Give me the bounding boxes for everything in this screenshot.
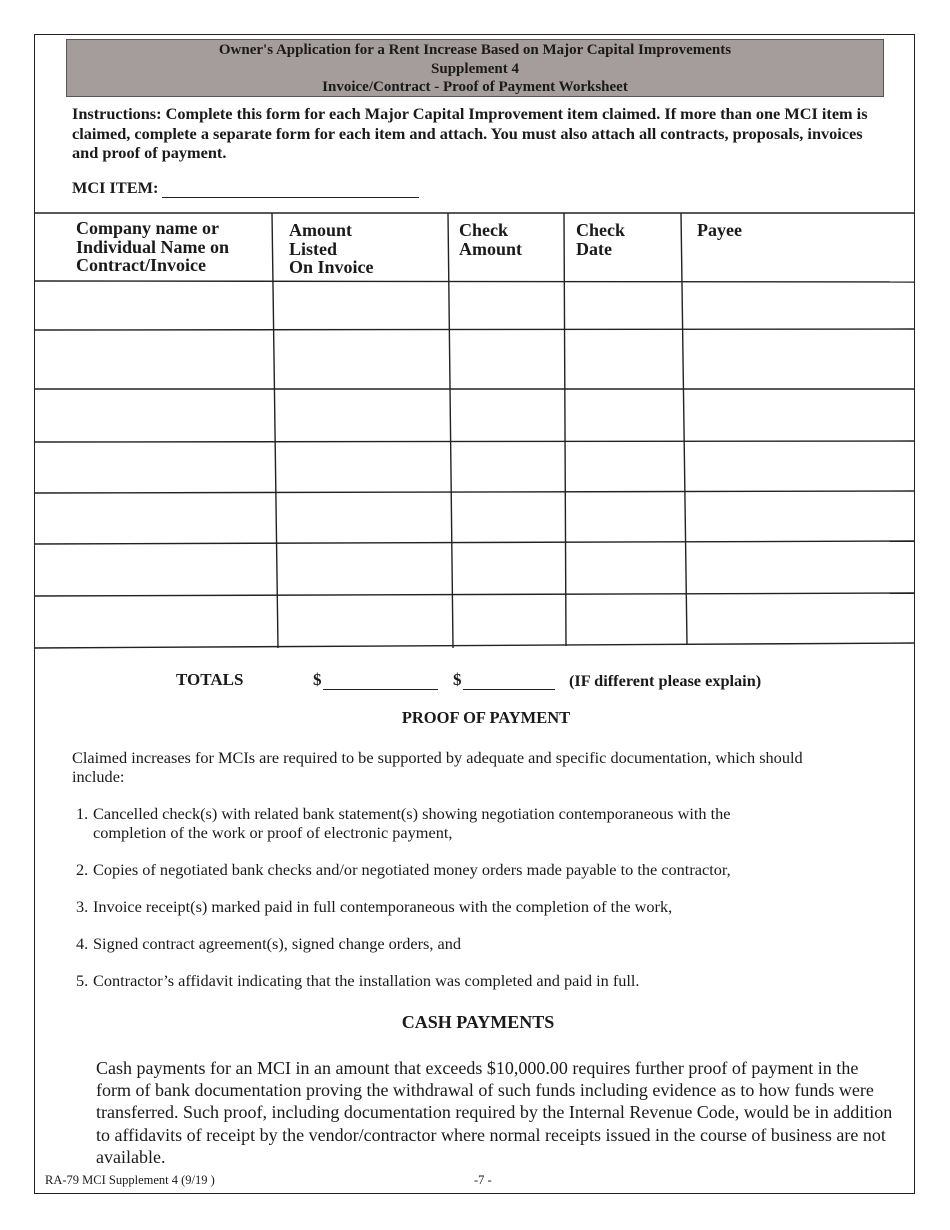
cell-amount-listed-row-2[interactable] — [277, 331, 449, 388]
proof-list-item: 3. Invoice receipt(s) marked paid in full contemporaneous with the completion of the work, — [76, 897, 673, 916]
col-header-company: Company name or Individual Name on Contract/Invoice — [76, 218, 230, 275]
cell-check-date-row-1[interactable] — [566, 283, 681, 329]
cell-amount-listed-row-7[interactable] — [279, 597, 452, 646]
totals-invoice-field — [313, 670, 438, 690]
cell-amount-listed-row-5[interactable] — [278, 494, 451, 542]
instructions-text: Instructions: Complete this form for each Major Capital Improvement item claimed. If more than one MCI item is claimed, complete a separate form for each item and attach. You must also attach all contracts, proposals, invoices and proof of payment. — [72, 104, 868, 162]
cell-amount-listed-row-4[interactable] — [277, 443, 450, 491]
cell-payee-row-6[interactable] — [687, 545, 914, 594]
currency-symbol: $ — [453, 670, 462, 689]
cell-check-amount-row-5[interactable] — [452, 494, 565, 542]
totals-note: (IF different please explain) — [569, 671, 762, 690]
cell-check-date-row-5[interactable] — [566, 494, 684, 542]
cell-company-row-3[interactable] — [36, 391, 274, 441]
totals-invoice-input[interactable] — [323, 673, 438, 690]
form-header — [66, 39, 884, 97]
cash-payments-text: Cash payments for an MCI in an amount that exceeds $10,000.00 requires further proof of payment in the form of bank documentation proving the withdrawal of such funds including evidence as to how funds were transferred. Such proof, including documentation required by the Internal Revenue Code, would be in addition to affidavits of receipt by the vendor/contractor where normal receipts issued in the course of business are not available. — [96, 1058, 893, 1167]
mci-item-label: MCI ITEM: — [72, 178, 159, 197]
proof-list-item: 1. Cancelled check(s) with related bank statement(s) showing negotiation contemporaneous with the completion of the work or proof of electronic payment, — [76, 804, 731, 842]
cell-payee-row-7[interactable] — [688, 597, 914, 646]
mci-item-input[interactable] — [162, 181, 419, 198]
cell-amount-listed-row-3[interactable] — [277, 391, 450, 441]
col-header-check-amount: Check Amount — [459, 220, 523, 259]
col-header-check-date: Check Date — [576, 220, 625, 259]
cell-amount-listed-row-6[interactable] — [278, 545, 451, 594]
totals-label: TOTALS — [176, 670, 244, 689]
totals-check-field — [453, 670, 555, 690]
proof-of-payment-heading: PROOF OF PAYMENT — [401, 708, 571, 727]
cell-payee-row-5[interactable] — [687, 494, 914, 542]
cell-check-date-row-2[interactable] — [566, 331, 682, 388]
cash-payments-heading: CASH PAYMENTS — [401, 1012, 555, 1032]
cell-payee-row-3[interactable] — [686, 391, 914, 441]
cell-payee-row-2[interactable] — [685, 331, 914, 388]
cell-company-row-7[interactable] — [36, 597, 277, 646]
cell-check-date-row-7[interactable] — [567, 597, 686, 646]
cell-check-amount-row-2[interactable] — [451, 331, 564, 388]
cell-check-date-row-3[interactable] — [566, 391, 683, 441]
proof-list-item: 2. Copies of negotiated bank checks and/or negotiated money orders made payable to the contractor, — [76, 860, 731, 879]
cell-check-amount-row-6[interactable] — [453, 545, 565, 594]
cell-payee-row-1[interactable] — [684, 283, 914, 329]
form-title: Owner's Application for a Rent Increase Based on Major Capital Improvements — [218, 42, 732, 58]
proof-list-item: 4. Signed contract agreement(s), signed change orders, and — [76, 934, 461, 953]
cell-company-row-4[interactable] — [36, 443, 275, 491]
cell-payee-row-4[interactable] — [686, 443, 914, 491]
currency-symbol: $ — [313, 670, 322, 689]
cell-amount-listed-row-1[interactable] — [276, 283, 448, 329]
form-subtitle: Invoice/Contract - Proof of Payment Worksheet — [322, 79, 628, 95]
cell-check-amount-row-4[interactable] — [452, 443, 565, 491]
cell-check-date-row-6[interactable] — [566, 545, 685, 594]
cell-check-amount-row-1[interactable] — [451, 283, 564, 329]
totals-check-input[interactable] — [463, 673, 555, 690]
mci-item-field — [72, 178, 419, 198]
form-id-footer: RA-79 MCI Supplement 4 (9/19 ) — [45, 1173, 215, 1187]
cell-company-row-5[interactable] — [36, 494, 275, 542]
cell-company-row-1[interactable] — [36, 283, 272, 329]
cell-company-row-2[interactable] — [36, 331, 274, 388]
proof-list-item: 5. Contractor’s affidavit indicating that the installation was completed and paid in full. — [76, 971, 640, 990]
page-number: -7 - — [474, 1173, 492, 1187]
cell-check-amount-row-7[interactable] — [454, 597, 565, 646]
col-header-payee: Payee — [697, 220, 742, 240]
cell-check-date-row-4[interactable] — [566, 443, 684, 491]
proof-intro-text: Claimed increases for MCIs are required to be supported by adequate and specific documentation, which should include: — [72, 748, 803, 786]
cell-check-amount-row-3[interactable] — [452, 391, 565, 441]
col-header-amount-listed: Amount Listed On Invoice — [289, 220, 374, 277]
form-supplement: Supplement 4 — [431, 60, 519, 77]
cell-company-row-6[interactable] — [36, 545, 276, 594]
